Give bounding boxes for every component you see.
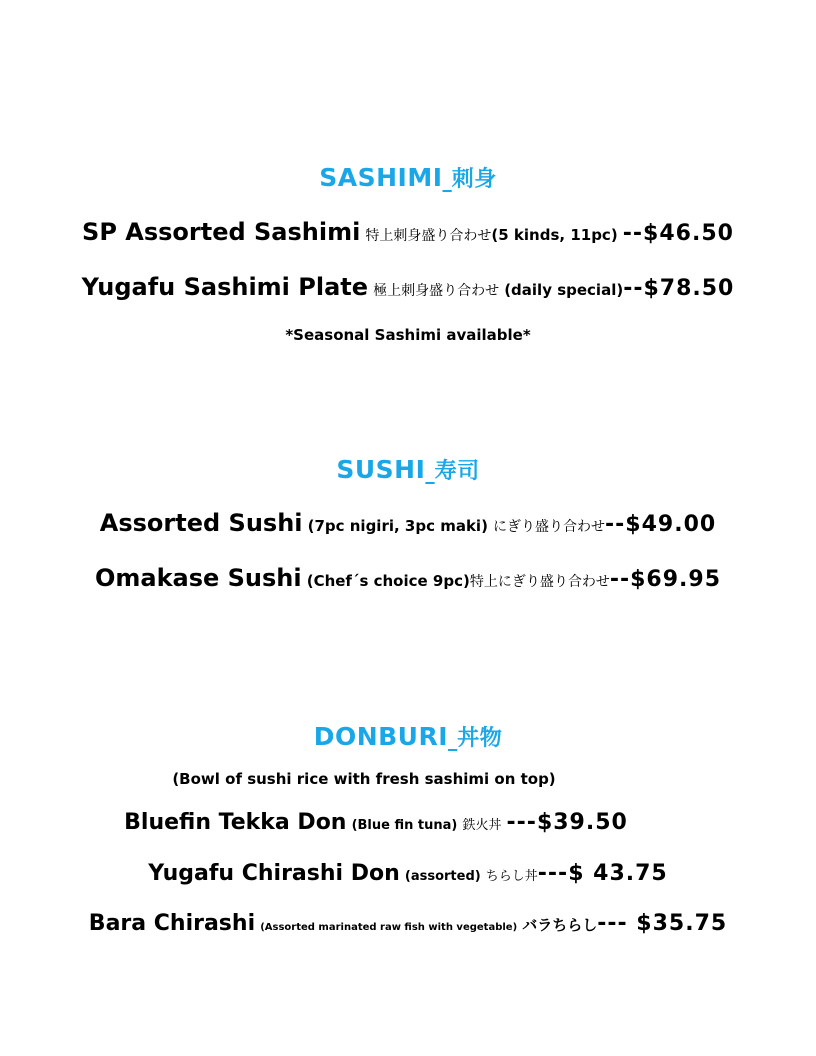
item-price: ---$39.50 (506, 810, 628, 835)
menu-item-yugafu-sashimi-plate (0, 273, 816, 301)
item-price: --$49.00 (605, 512, 717, 537)
item-detail: (7pc nigiri, 3pc maki) (307, 517, 488, 535)
item-price: --$78.50 (623, 276, 735, 301)
menu-item-yugafu-chirashi-don (0, 861, 816, 886)
sashimi-heading-en: SASHIMI (319, 163, 443, 192)
item-jp-name: 極上刺身盛り合わせ (373, 283, 500, 299)
item-jp-name: バラちらし (522, 916, 598, 934)
sashimi-heading (0, 162, 816, 193)
item-detail: (Assorted marinated raw fish with vegetable) (260, 922, 518, 933)
item-name: Bara Chirashi (88, 911, 256, 936)
item-name: SP Assorted Sashimi (82, 218, 361, 246)
menu-item-bara-chirashi (0, 911, 816, 936)
item-jp-name: 特上刺身盛り合わせ (365, 228, 492, 244)
donburi-heading (0, 721, 816, 752)
item-detail: (Blue fin tuna) (351, 818, 458, 833)
item-price: --$46.50 (622, 221, 734, 246)
item-jp-name: にぎり盛り合わせ (493, 519, 606, 535)
menu-item-omakase-sushi (0, 564, 816, 592)
item-jp-name: ちらし丼 (485, 869, 538, 884)
item-detail: (daily special) (504, 281, 624, 299)
item-name: Yugafu Chirashi Don (148, 861, 400, 886)
item-price: --$69.95 (609, 567, 722, 592)
item-price: ---$ 43.75 (537, 861, 668, 886)
menu-item-bluefin-tekka-don (0, 810, 784, 835)
item-name: Yugafu Sashimi Plate (81, 273, 369, 301)
donburi-heading-jp: 丼物 (457, 725, 503, 751)
item-jp-name: 特上にぎり盛り合わせ (469, 574, 610, 590)
item-name: Omakase Sushi (94, 564, 302, 592)
menu-item-assorted-sushi (0, 509, 816, 537)
sushi-heading-jp: 寿司 (434, 458, 480, 484)
item-price: --- $35.75 (597, 911, 728, 936)
sushi-heading-en: SUSHI (336, 455, 426, 484)
item-detail: (assorted) (404, 869, 481, 884)
item-jp-name: 鉄火丼 (462, 818, 502, 833)
donburi-subtitle: (Bowl of sushi rice with fresh sashimi on top) (172, 770, 556, 788)
donburi-heading-en: DONBURI (313, 722, 449, 751)
item-name: Bluefin Tekka Don (124, 810, 347, 835)
item-detail: (5 kinds, 11pc) (491, 226, 618, 244)
menu-item-sp-assorted-sashimi (0, 218, 816, 246)
sashimi-heading-jp: 刺身 (451, 166, 497, 192)
item-detail: (Chef´s choice 9pc) (306, 572, 470, 590)
seasonal-note: *Seasonal Sashimi available* (285, 326, 531, 344)
item-name: Assorted Sushi (99, 509, 303, 537)
sushi-heading (0, 454, 816, 485)
